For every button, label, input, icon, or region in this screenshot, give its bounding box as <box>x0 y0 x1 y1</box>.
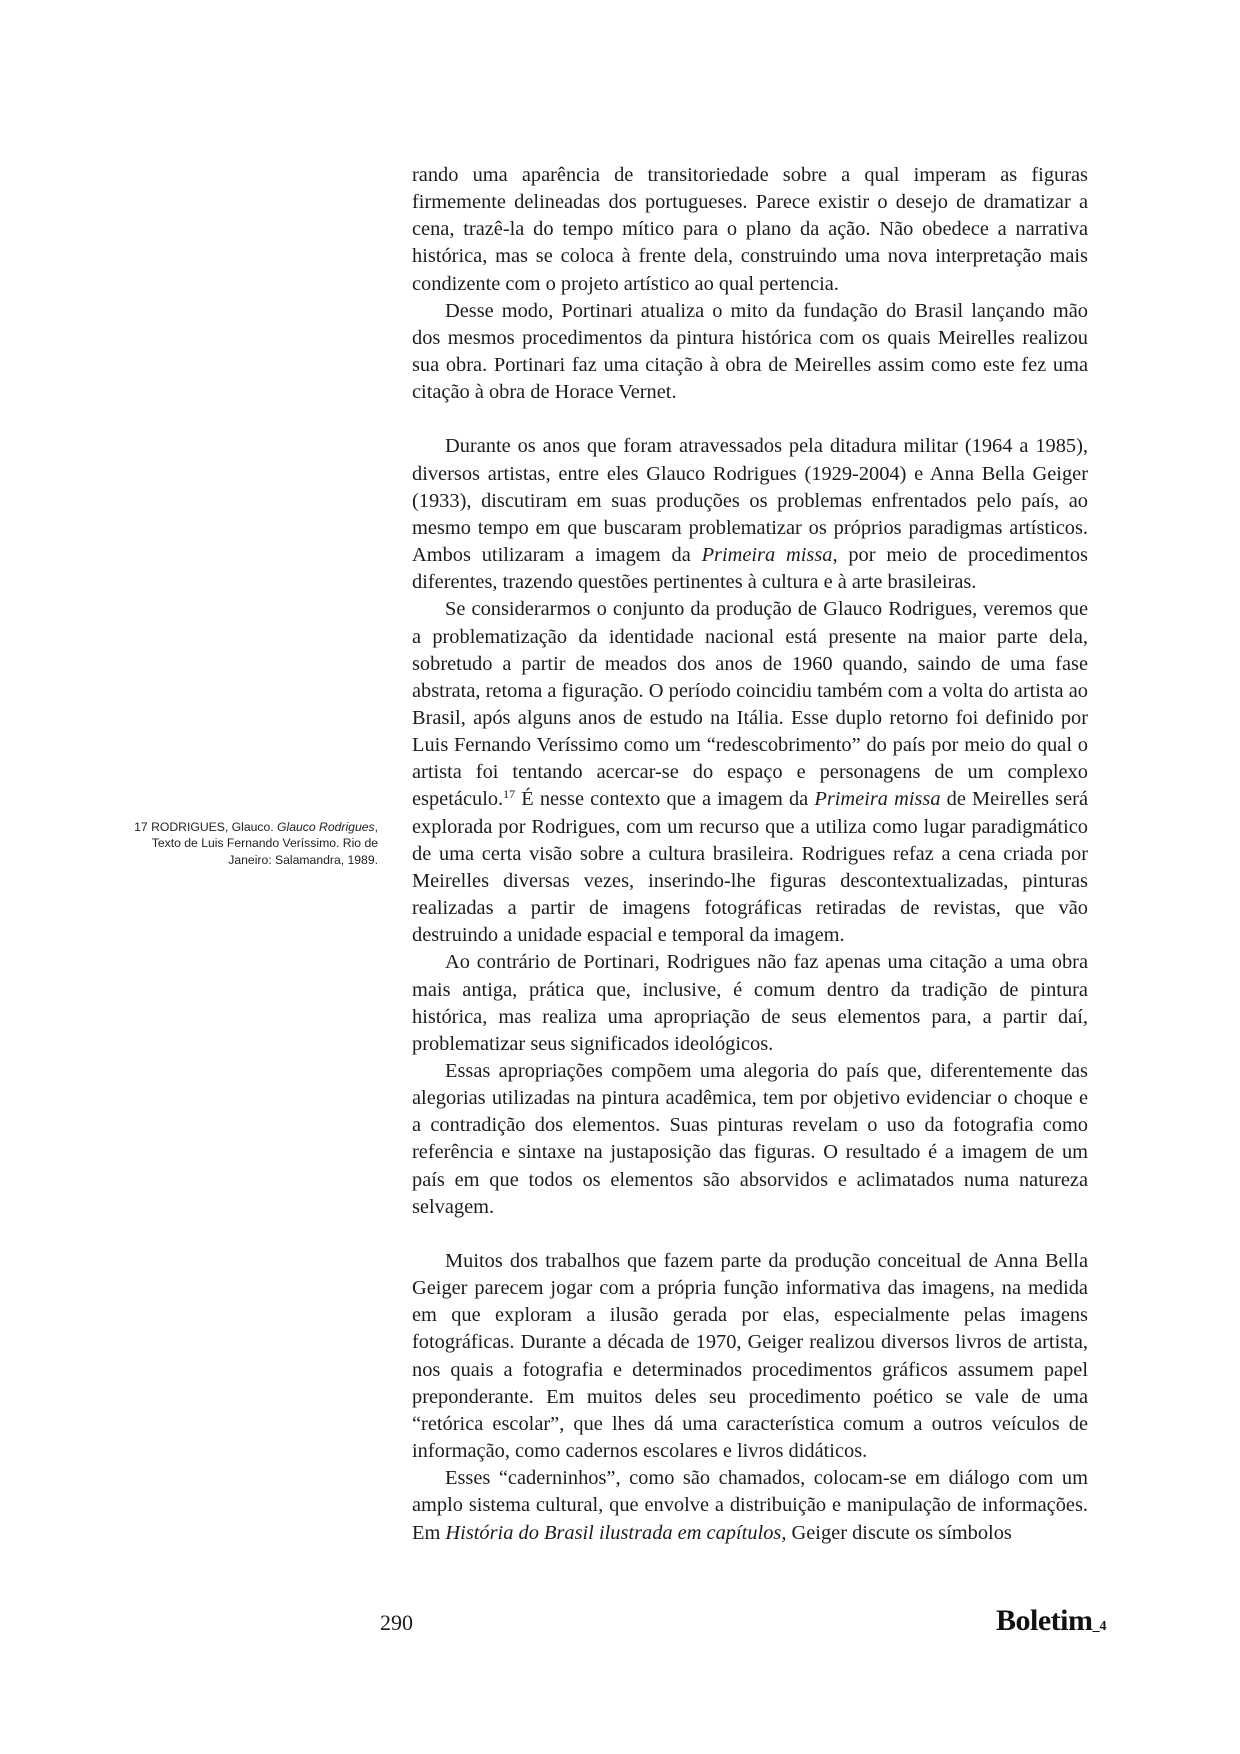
logo-text: Boletim <box>996 1604 1093 1637</box>
footnote-text: , Texto de Luis Fernando Veríssimo. Rio de Janeiro: Salamandra, 1989. <box>151 820 378 867</box>
paragraph: Ao contrário de Portinari, Rodrigues não faz apenas uma citação a uma obra mais antiga, prática que, inclusive, é comum dentro da tradição de pintura histórica, mas realiza uma apropriação de seus elementos para, a partir daí, problematizar seus significados ideológicos. <box>412 951 1088 1055</box>
italic-title: História do Brasil ilustrada em capítulos <box>445 1521 782 1544</box>
side-footnote <box>118 819 378 868</box>
footnote-italic-title: Glauco Rodrigues <box>277 820 375 834</box>
body-text-column <box>412 162 1088 1547</box>
footnote-marker: 17 <box>503 787 516 802</box>
paragraph <box>412 1465 1088 1546</box>
publication-logo <box>996 1604 1106 1638</box>
paragraph-text: de Meirelles será explorada por Rodrigues, com um recurso que a utiliza como lugar paradigmático de uma certa visão sobre a cultura brasileira. Rodrigues refaz a cena criada por Meirelles diversas vezes, inserindo-lhe figuras descontextualizadas, pinturas realizadas a partir de imagens fotográficas retiradas de revistas, que vão destruindo a unidade espacial e temporal da imagem. <box>412 788 1088 947</box>
paragraph: Muitos dos trabalhos que fazem parte da produção conceitual de Anna Bella Geiger parecem jogar com a própria função informativa das imagens, na medida em que exploram a ilusão gerada por elas, especialmente pelas imagens fotográficas. Durante a década de 1970, Geiger realizou diversos livros de artista, nos quais a fotografia e determinados procedimentos gráficos assumem papel preponderante. Em muitos deles seu procedimento poético se vale de uma “retórica escolar”, que lhes dá uma característica comum a outros veículos de informação, como cadernos escolares e livros didáticos. <box>412 1249 1088 1463</box>
paragraph-text: , Geiger discute os símbolos <box>781 1521 1012 1544</box>
paragraph-text: Se considerarmos o conjunto da produção de Glauco Rodrigues, veremos que a problematização da identidade nacional está presente na maior parte dela, sobretudo a partir de meados dos anos de 1960 quando, saindo de uma fase abstrata, retoma a figuração. O período coincidiu também com a volta do artista ao Brasil, após alguns anos de estudo na Itália. Esse duplo retorno foi definido por Luis Fernando Veríssimo como um “redescobrimento” do país por meio do qual o artista foi tentando acercar-se do espaço e personagens de um complexo espetáculo. <box>412 598 1088 811</box>
paragraph-text: Esses “caderninhos”, como são chamados, colocam-se em diálogo com um amplo sistema cultural, que envolve a distribuição e manipulação de informações. Em <box>412 1467 1088 1544</box>
paragraph <box>412 596 1088 949</box>
paragraph-text: Durante os anos que foram atravessados pela ditadura militar (1964 a 1985), diversos artistas, entre eles Glauco Rodrigues (1929-2004) e Anna Bella Geiger (1933), discutiram em suas produções os problemas enfrentados pelo país, ao mesmo tempo em que buscaram problematizar os próprios paradigmas artísticos. Ambos utilizaram a imagem da <box>412 435 1088 567</box>
paragraph: Desse modo, Portinari atualiza o mito da fundação do Brasil lançando mão dos mesmos procedimentos da pintura histórica com os quais Meirelles realizou sua obra. Portinari faz uma citação à obra de Meirelles assim como este fez uma citação à obra de Horace Vernet. <box>412 299 1088 404</box>
paragraph <box>412 433 1088 596</box>
paragraph: Essas apropriações compõem uma alegoria do país que, diferentemente das alegorias utilizadas na pintura acadêmica, tem por objetivo evidenciar o choque e a contradição dos elementos. Suas pinturas revelam o uso da fotografia como referência e sintaxe na justaposição das figuras. O resultado é a imagem de um país em que todos os elementos são absorvidos e aclimatados numa natureza selvagem. <box>412 1060 1088 1218</box>
page-number: 290 <box>380 1610 413 1635</box>
paragraph-text: , por meio de procedimentos diferentes, trazendo questões pertinentes à cultura e à arte brasileiras. <box>412 544 1088 594</box>
italic-title: Primeira missa <box>814 788 941 811</box>
paragraph: rando uma aparência de transitoriedade sobre a qual imperam as figuras firmemente delineadas dos portugueses. Parece existir o desejo de dramatizar a cena, trazê-la do tempo mítico para o plano da ação. Não obedece a narrativa histórica, mas se coloca à frente dela, construindo uma nova interpretação mais condizente com o projeto artístico ao qual pertencia. <box>412 164 1088 295</box>
paragraph-text: É nesse contexto que a imagem da <box>515 788 815 811</box>
logo-issue: _4 <box>1092 1619 1107 1634</box>
italic-title: Primeira missa <box>701 544 833 567</box>
footnote-text: 17 RODRIGUES, Glauco. <box>134 820 278 834</box>
